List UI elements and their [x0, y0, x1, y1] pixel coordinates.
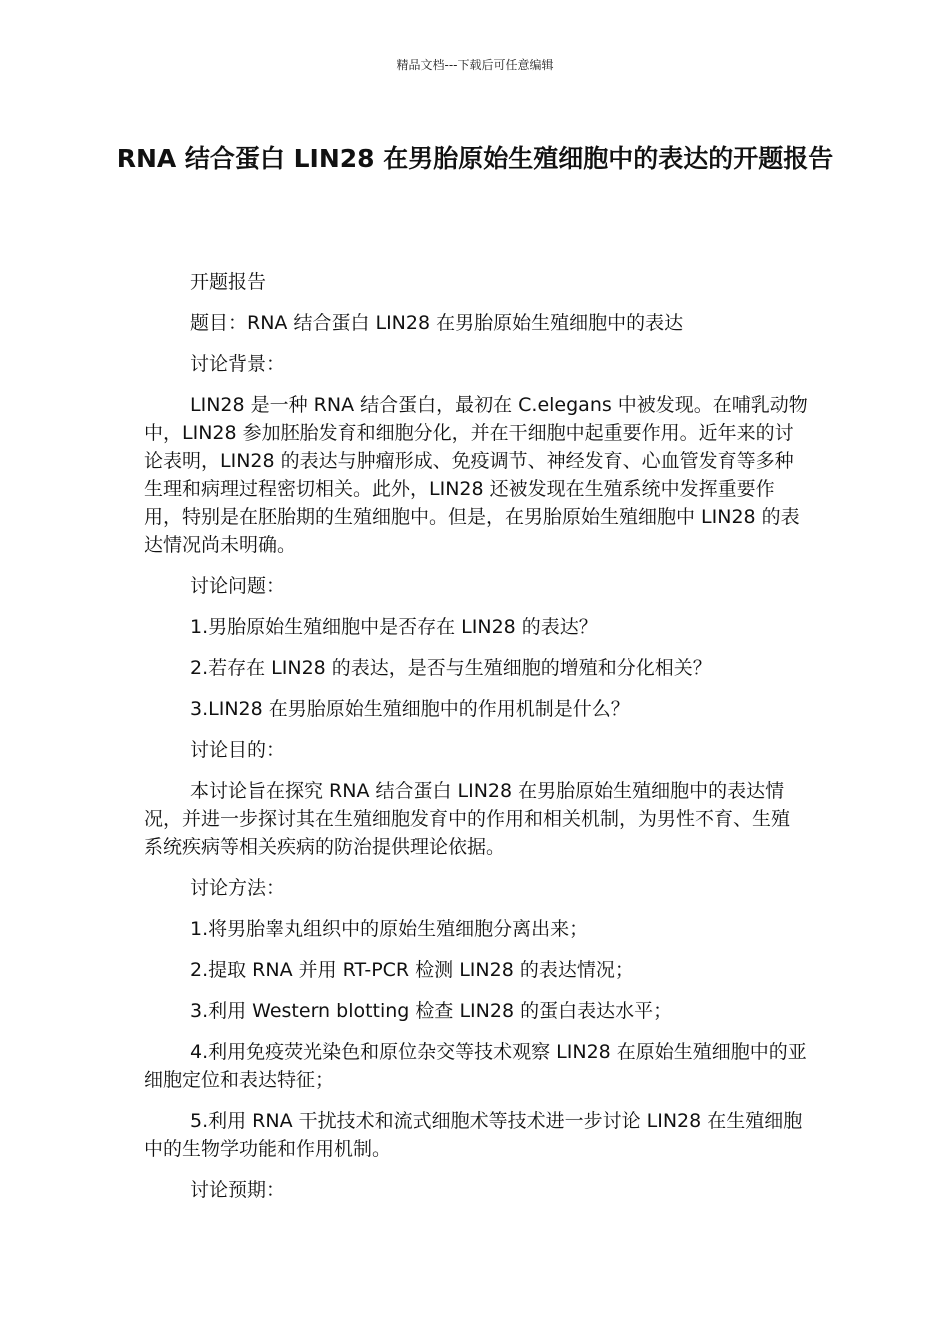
purpose-paragraph: 本讨论旨在探究 RNA 结合蛋白 LIN28 在男胎原始生殖细胞中的表达情况，并进一步探讨其在生殖细胞发育中的作用和相关机制，为男性不育、生殖系统疾病等相关疾病的防治提供理论依据。	[144, 780, 791, 858]
section-heading: 开题报告	[190, 271, 267, 293]
question-item: 3.LIN28 在男胎原始生殖细胞中的作用机制是什么？	[190, 698, 630, 720]
question-item: 1.男胎原始生殖细胞中是否存在 LIN28 的表达？	[190, 616, 598, 638]
document-title: RNA 结合蛋白 LIN28 在男胎原始生殖细胞中的表达的开题报告	[116, 144, 834, 173]
page-header-note: 精品文档---下载后可任意编辑	[396, 58, 554, 72]
method-item: 5.利用 RNA 干扰技术和流式细胞术等技术进一步讨论 LIN28 在生殖细胞中的生物学功能和作用机制。	[144, 1110, 803, 1160]
section-heading: 讨论问题：	[190, 575, 286, 597]
section-heading: 讨论目的：	[190, 739, 286, 761]
document-body	[144, 268, 808, 1217]
section-heading: 讨论预期：	[190, 1179, 286, 1201]
question-item: 2.若存在 LIN28 的表达，是否与生殖细胞的增殖和分化相关？	[190, 657, 712, 679]
background-paragraph: LIN28 是一种 RNA 结合蛋白，最初在 C.elegans 中被发现。在哺乳动物中，LIN28 参加胚胎发育和细胞分化，并在干细胞中起重要作用。近年来的讨论表明，LIN28 的表达与肿瘤形成、免疫调节、神经发育、心血管发育等多种生理和病理过程密切相关。此外，LIN28 还被发现在生殖系统中发挥重要作用，特别是在胚胎期的生殖细胞中。但是，在男胎原始生殖细胞中 LIN28 的表达情况尚未明确。	[144, 394, 808, 556]
method-item: 1.将男胎睾丸组织中的原始生殖细胞分离出来；	[190, 918, 589, 940]
topic-line: 题目：RNA 结合蛋白 LIN28 在男胎原始生殖细胞中的表达	[190, 312, 684, 334]
method-item: 4.利用免疫荧光染色和原位杂交等技术观察 LIN28 在原始生殖细胞中的亚细胞定位和表达特征；	[144, 1041, 807, 1091]
method-item: 3.利用 Western blotting 检查 LIN28 的蛋白表达水平；	[190, 1000, 673, 1022]
section-heading: 讨论背景：	[190, 353, 286, 375]
method-item: 2.提取 RNA 并用 RT-PCR 检测 LIN28 的表达情况；	[190, 959, 634, 981]
section-heading: 讨论方法：	[190, 877, 286, 899]
